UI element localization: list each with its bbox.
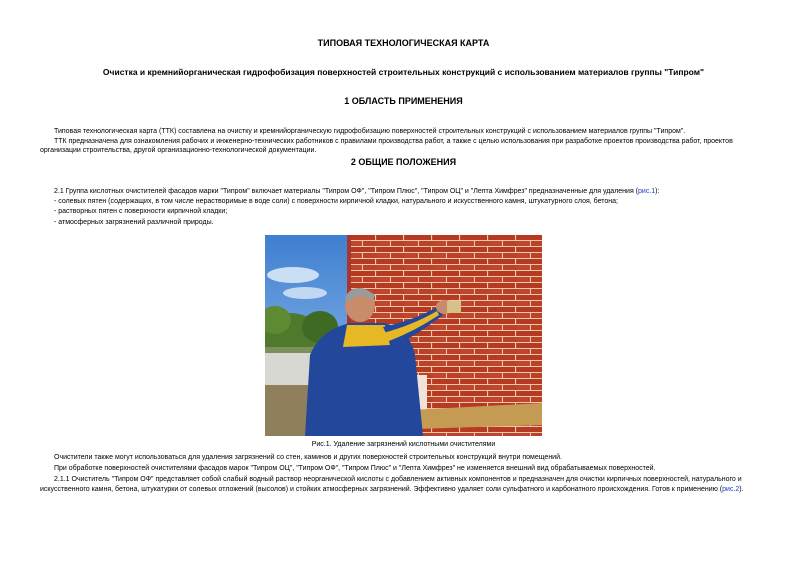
bullet-atmospheric: - атмосферных загрязнений различной природы. bbox=[54, 219, 214, 226]
bullet-salt-stains: - солевых пятен (содержащих, в том числе нерастворимые в воде соли) с поверхности кирпичной кладки, натурального и искусственного камня, штукатурного слоя, бетона; bbox=[54, 198, 618, 205]
figure-1-photo bbox=[265, 235, 542, 436]
section2-paragraph-1-text: 2.1 Группа кислотных очистителей фасадов марки "Типром" включает материалы "Типром ОФ", "Типром Плюс", "Типром ОЦ" и "Лепта Химфрез" предназначенные для удаления ( bbox=[54, 188, 639, 195]
section1-paragraph-1: Типовая технологическая карта (ТТК) составлена на очистку и кремнийорганическую гидрофобизацию поверхностей строительных конструкций с использованием материалов группы "Типром". bbox=[54, 128, 686, 135]
section2-paragraph-4b-text: искусственного камня, бетона, штукатурки от солевых отложений (высолов) и стойких атмосферных загрязнений. Эффективно удаляет соли сульфатного и карбонатного происхождения. Готов к применению ( bbox=[40, 486, 723, 493]
section1-paragraph-2a: ТТК предназначена для ознакомления рабочих и инженерно-технических работников с правилами производства работ, а также с целью использования при разработке проектов производства работ, проектов bbox=[54, 138, 733, 145]
fig2-link[interactable]: рис.2 bbox=[722, 486, 740, 493]
section2-paragraph-1 bbox=[54, 187, 659, 196]
document-subtitle: Очистка и кремнийорганическая гидрофобизация поверхностей строительных конструкций с использованием материалов группы "Типром" bbox=[102, 67, 705, 77]
section2-paragraph-4b bbox=[40, 485, 744, 494]
section1-paragraph-2b: организации строительства, другой организационно-технологической документации. bbox=[40, 147, 317, 154]
figure-1-caption: Рис.1. Удаление загрязнений кислотными очистителями bbox=[311, 441, 496, 448]
fig1-link[interactable]: рис.1 bbox=[638, 188, 656, 195]
bullet-mortar-stains: - растворных пятен с поверхности кирпичной кладки; bbox=[54, 208, 228, 215]
section2-paragraph-1-end: ): bbox=[655, 188, 660, 195]
section2-paragraph-4b-end: ). bbox=[739, 486, 744, 493]
section2-heading: 2 ОБЩИЕ ПОЛОЖЕНИЯ bbox=[350, 157, 457, 167]
section2-paragraph-2: Очистители также могут использоваться для удаления загрязнений со стен, каминов и других поверхностей строительных конструкций внутри помещений. bbox=[54, 454, 562, 461]
section1-heading: 1 ОБЛАСТЬ ПРИМЕНЕНИЯ bbox=[344, 96, 463, 106]
document-title: ТИПОВАЯ ТЕХНОЛОГИЧЕСКАЯ КАРТА bbox=[317, 38, 490, 48]
section2-paragraph-4a: 2.1.1 Очиститель "Типром ОФ" представляет собой слабый водный раствор неорганической кислоты с добавлением активных компонентов и предназначен для очистки кирпичных поверхностей, натурального и bbox=[54, 476, 742, 483]
section2-paragraph-3: При обработке поверхностей очистителями фасадов марок "Типром ОЦ", "Типром ОФ", "Типром Плюс" и "Лепта Химфрез" не изменяется внешний вид обрабатываемых поверхностей. bbox=[54, 465, 656, 472]
